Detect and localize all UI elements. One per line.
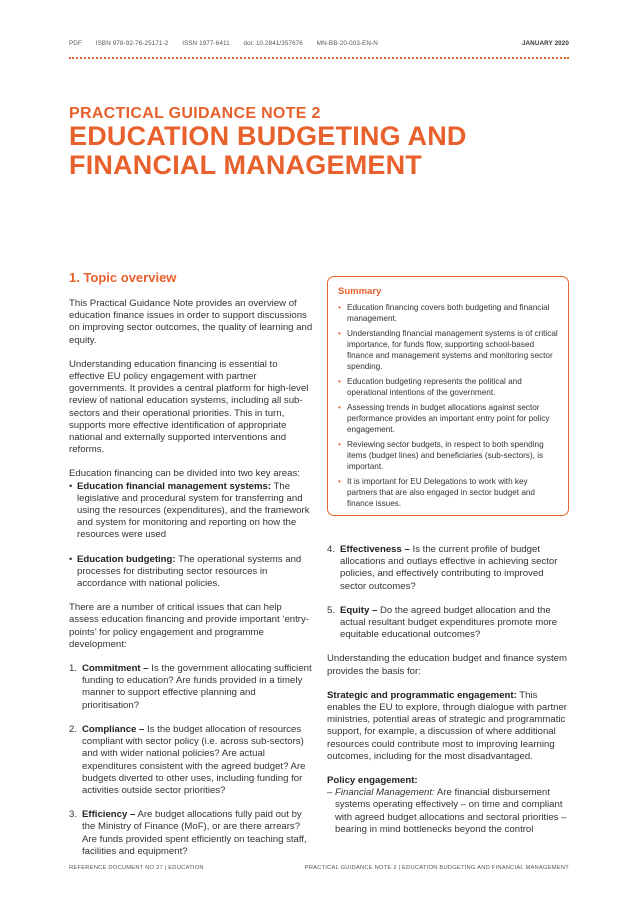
- policy-engagement-heading: [327, 775, 569, 787]
- item-title: Financial Management:: [335, 787, 435, 799]
- issue-commitment: [69, 663, 314, 712]
- dash-marker: –: [327, 787, 333, 799]
- issue-efficiency: [69, 809, 314, 858]
- issue-equity: [327, 605, 569, 642]
- bullet-text: The operational systems and processes for distributing sector resources in accordance with national policies.: [77, 553, 302, 590]
- context-paragraph: Understanding education financing is essential to effective EU policy engagement with partner governments. It provides a central platform for high-level review of national education systems, including all sub-sectors and their operational priorities. This in turn, supports more effective identification of appropriate national and externally supported interventions and reforms.: [69, 358, 309, 456]
- footer-right: PRACTICAL GUIDANCE NOTE 2 | EDUCATION BUDGETING AND FINANCIAL MANAGEMENT: [304, 865, 569, 871]
- bullet-budgeting: [69, 554, 314, 591]
- list-number: 5.: [327, 604, 336, 616]
- issue-title: Commitment –: [82, 663, 149, 675]
- summary-item: • Understanding financial management systems is of critical importance, for funds flow, supporting school-based finance and management systems and monitoring sector spending.: [338, 328, 558, 372]
- header-issn: ISSN 1977-6411: [182, 40, 230, 47]
- header-isbn: ISBN 978-92-76-25171-2: [95, 40, 169, 47]
- bullet-text: The legislative and procedural system for transferring and using the resources (expenditures), and the framework and system for monitoring and reporting on how the resources were used: [77, 480, 310, 541]
- header-divider: [69, 57, 569, 59]
- issue-text: Is the budget allocation of resources compliant with sector policy (i.e. across sub-sectors) and with wider national policies? Are actual expenditures consistent with the agreed budget? Are budgets diverted to other uses, including funding for activities outside sector priorities?: [82, 723, 306, 796]
- issue-text: Is the government allocating sufficient funding to education? Are funds provided in a timely manner to support effective planning and prioritisation?: [82, 663, 312, 711]
- left-column: [69, 298, 314, 870]
- summary-box: [327, 276, 569, 516]
- bullet-title: Education financial management systems:: [77, 480, 272, 492]
- issues-intro: There are a number of critical issues that can help assess education financing and provide important ‘entry-points’ for policy engagement and programme development:: [69, 602, 309, 650]
- subheading: Strategic and programmatic engagement:: [327, 689, 517, 701]
- right-column: [327, 544, 569, 848]
- document-kicker: PRACTICAL GUIDANCE NOTE 2: [69, 105, 321, 122]
- issue-title: Efficiency –: [82, 809, 136, 821]
- summary-item: • Education budgeting represents the political and operational intentions of the government.: [338, 376, 558, 398]
- strategic-engagement: [327, 690, 569, 763]
- issue-effectiveness: [327, 544, 569, 593]
- financial-management-item: [327, 787, 569, 836]
- header-catalogue: MN-BB-20-003-EN-N: [316, 40, 378, 47]
- bullet-financial-management: [69, 481, 314, 542]
- subheading: Policy engagement:: [327, 775, 418, 787]
- intro-paragraph: This Practical Guidance Note provides an overview of education finance issues in order to support discussions on improving sector outcomes, the quality of learning and equity.: [69, 298, 313, 346]
- issue-text: Do the agreed budget allocation and the actual resultant budget expenditures promote more equitable educational outcomes?: [340, 604, 558, 641]
- summary-item: • It is important for EU Delegations to work with key partners that are also engaged in sector budget and finance issues.: [338, 476, 558, 509]
- issue-text: Is the current profile of budget allocations and outlays effective in achieving sector policies, and effectively contributing to improved sector outcomes?: [340, 544, 558, 592]
- issue-compliance: [69, 724, 314, 797]
- paragraph-text: This enables the EU to explore, through dialogue with partner ministries, potential areas of strategic and programmatic support, for example, a discussion of where additional resources could contribute most to improving learning outcomes, including for the most disadvantaged.: [327, 689, 567, 762]
- bullet-title: Education budgeting:: [77, 553, 176, 565]
- item-text: Are financial disbursement systems operating effectively – on time and compliant with agreed budget allocations and sectoral priorities – bearing in mind bottlenecks beyond the control: [335, 787, 567, 835]
- issue-title: Equity –: [340, 604, 378, 616]
- header-doi: doi: 10.2841/357676: [243, 40, 303, 47]
- issue-title: Effectiveness –: [340, 544, 410, 555]
- summary-list: [338, 302, 558, 509]
- issue-text: Are budget allocations fully paid out by the Ministry of Finance (MoF), or are there arrears? Are funds provided spent efficiently on teaching staff, facilities and equipment?: [82, 809, 307, 857]
- header-date: JANUARY 2020: [521, 40, 569, 47]
- list-number: 2.: [69, 723, 78, 735]
- summary-item: • Assessing trends in budget allocations against sector performance provides an important entry point for policy engagement.: [338, 402, 558, 435]
- document-title: EDUCATION BUDGETING AND FINANCIAL MANAGEMENT: [69, 121, 467, 180]
- basis-paragraph: Understanding the education budget and finance system provides the basis for:: [327, 653, 568, 677]
- summary-item: • Reviewing sector budgets, in respect to both spending items (budget lines) and beneficiaries (sub-sectors), is important.: [338, 439, 558, 472]
- document-header: [69, 40, 569, 47]
- header-pdf: PDF: [69, 40, 82, 47]
- section-heading: 1. Topic overview: [69, 270, 177, 285]
- summary-title: Summary: [338, 286, 382, 297]
- areas-intro: Education financing can be divided into two key areas:: [69, 468, 300, 480]
- summary-item: • Education financing covers both budgeting and financial management.: [338, 302, 558, 324]
- list-number: 3.: [69, 809, 78, 821]
- issue-title: Compliance –: [82, 723, 145, 735]
- list-number: 4.: [327, 544, 336, 555]
- footer-left: REFERENCE DOCUMENT NO 27 | EDUCATION: [69, 865, 204, 871]
- list-number: 1.: [69, 663, 78, 675]
